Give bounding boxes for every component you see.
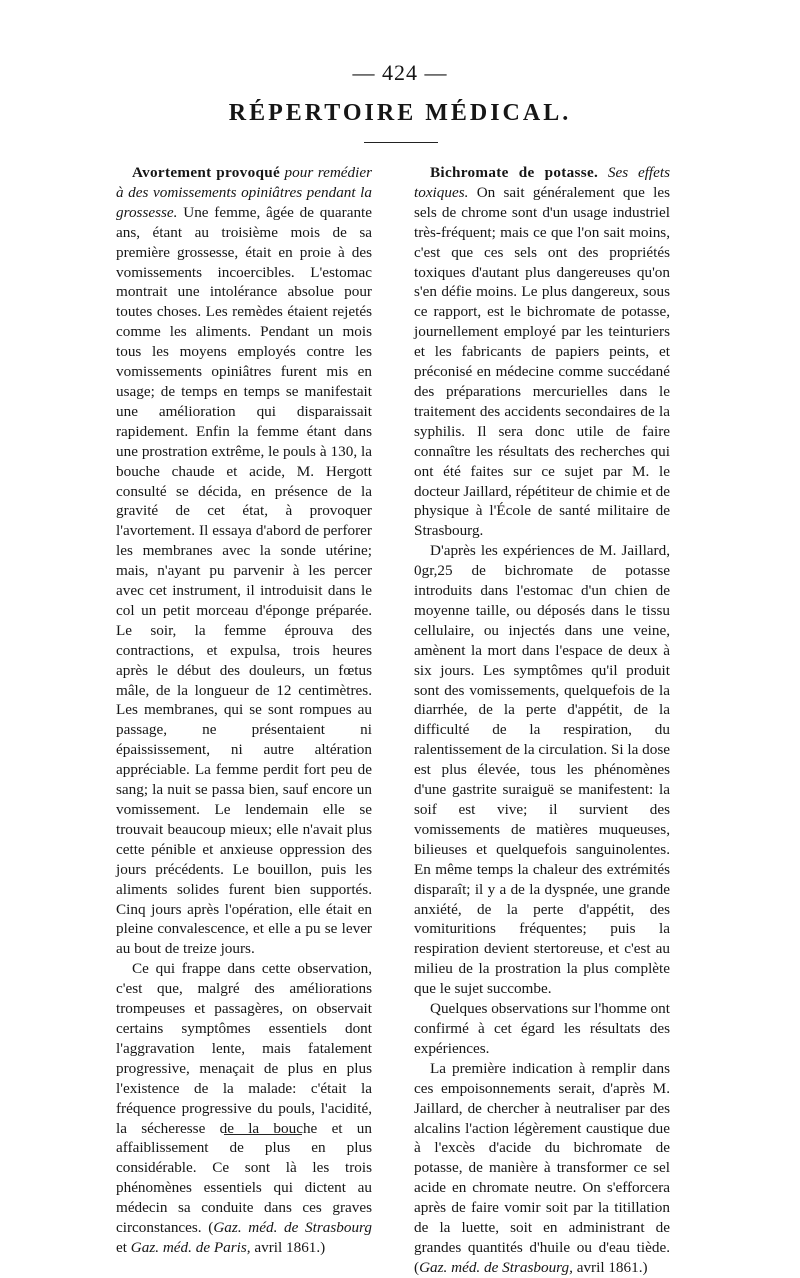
article-paragraph [116,959,372,1258]
article-text: La première indication à remplir dans ces empoisonnements serait, d'après M. Jaillard, de chercher à neutraliser par des alcalins l'action légèrement caustique due à l'excès d'acide du bichromate de potasse, de manière à transformer ce sel acide en chromate neutre. On s'efforcera après de faire vomir soit par la titillation de la luette, soit en administrant de grandes quantités d'huile ou d'eau tiède. [414,1059,670,1256]
article-subtitle: pour remédier à des vomissements opiniâtres pendant la grossesse. [116,164,372,221]
reference: (Gaz. méd. de Strasbourg, avril 1861.) [414,1258,648,1276]
reference-date: avril 1861.) [572,1258,648,1276]
reference-date: avril 1861.) [250,1238,326,1256]
reference-source: Gaz. méd. de Paris, [130,1238,251,1256]
article-text: Ce qui frappe dans cette observation, c'est que, malgré des améliorations trompeuses et passagères, on observait certains symptômes essentiels dont l'aggravation lente, mais fatalement progressive, menaçait de plus en plus l'existence de la malade: c'était la fréquence progressive du pouls, l'acidité, la sécheresse de la bouche et un affaiblissement de plus en plus considérable. Ce sont là les trois phénomènes essentiels qui dictent au médecin sa conduite dans ces graves circonstances. [116,960,372,1237]
article-subtitle: Ses effets toxiques. [414,164,671,201]
article-paragraph [116,163,372,959]
article-end-rule [224,1134,302,1135]
header-rule [364,142,438,143]
page-number: — 424 — [352,60,448,85]
article-text: Une femme, âgée de quarante ans, étant au troisième mois de sa première grossesse, était en proie à des vomissements incoercibles. L'estomac montrait une intolérance absolue pour toutes choses. Les remèdes étaient rejetés comme les aliments. Pendant un mois tous les moyens employés contre les vomissements opiniâtres furent mis en usage; de temps en temps se manifestait une amélioration qui disparaissait rapidement. Enfin la femme étant dans une prostration extrême, le pouls à 130, la bouche chaude et acide, M. Hergott consulté se décida, en présence de la gravité de cet état, à provoquer l'avortement. Il essaya d'abord de perforer les membranes avec la sonde utérine; mais, n'ayant pu parvenir à les percer avec cet instrument, il introduisit dans le col un petit morceau d'éponge préparée. Le soir, la femme éprouva des contractions, et expulsa, trois heures après le début des douleurs, un fœtus mâle, de la longueur de 12 centimètres. Les membranes, qui se sont rompues au passage, ne présentaient ni épaississement, ni autre altération appréciable. La femme perdit fort peu de sang; la nuit se passa bien, sauf encore un vomissement. Le lendemain elle se trouvait beaucoup mieux; elle n'avait plus cette pénible et anxieuse oppression des jours précédents. Le bouillon, puis les aliments solides furent bien supportés. Cinq jours après l'opération, elle était en pleine convalescence, et elle a pu se lever au bout de treize jours. [116,203,372,958]
article-paragraph: Quelques observations sur l'homme ont confirmé à cet égard les résultats des expériences. [414,1000,670,1057]
reference: (Gaz. méd. de Strasbourg et Gaz. méd. de Paris, avril 1861.) [116,1219,372,1256]
article-paragraph [414,163,670,541]
right-column [414,163,670,1278]
article-paragraph [414,1059,670,1278]
running-header: RÉPERTOIRE MÉDICAL. [228,100,572,126]
reference-source: Gaz. méd. de Strasbourg, [419,1258,573,1276]
article-text: On sait généralement que les sels de chrome sont d'un usage industriel très-fréquent; mais ce que l'on sait moins, c'est que ces sels ont des propriétés toxiques d'autant plus dangereuses qu'on s'en défie moins. Le plus dangereux, sous ce rapport, est le bichromate de potasse, journellement employé par les teinturiers et les fabricants de papiers peints, et préconisé en médecine comme succédané des préparations mercurielles dans le traitement des accidents secondaires de la syphilis. Il sera donc utile de faire connaître les résultats des recherches qui ont été faites sur ce sujet par M. le docteur Jaillard, répétiteur de chimie et de physique à l'École de santé militaire de Strasbourg. [414,183,670,540]
article-heading: Bichromate de potasse. [430,164,599,181]
article-paragraph: D'après les expériences de M. Jaillard, 0gr,25 de bichromate de potasse introduits dans l'estomac d'un chien de moyenne taille, ou déposés dans le tissu cellulaire, ou injectés dans une veine, amènent la mort dans l'espace de deux à six jours. Les symptômes qu'il produit sont des vomissements, quelquefois de la diarrhée, de la perte d'appétit, de la difficulté de la respiration, du ralentissement de la circulation. Si la dose est plus élevée, tous les phénomènes d'une gastrite suraiguë se manifestent: la soif est vive; il survient des vomissements de matières muqueuses, bilieuses et quelquefois sanguinolentes. En même temps la chaleur des extrémités disparaît; il y a de la dyspnée, une grande anxiété, de la perte d'appétit, des vomituritions fréquentes; puis la respiration devient stertoreuse, et c'est au milieu de la prostration la plus complète que le sujet succombe. [414,542,670,998]
article-heading: Avortement provoqué [132,164,281,181]
reference-source: Gaz. méd. de Strasbourg [213,1219,372,1237]
left-column [116,163,372,1258]
